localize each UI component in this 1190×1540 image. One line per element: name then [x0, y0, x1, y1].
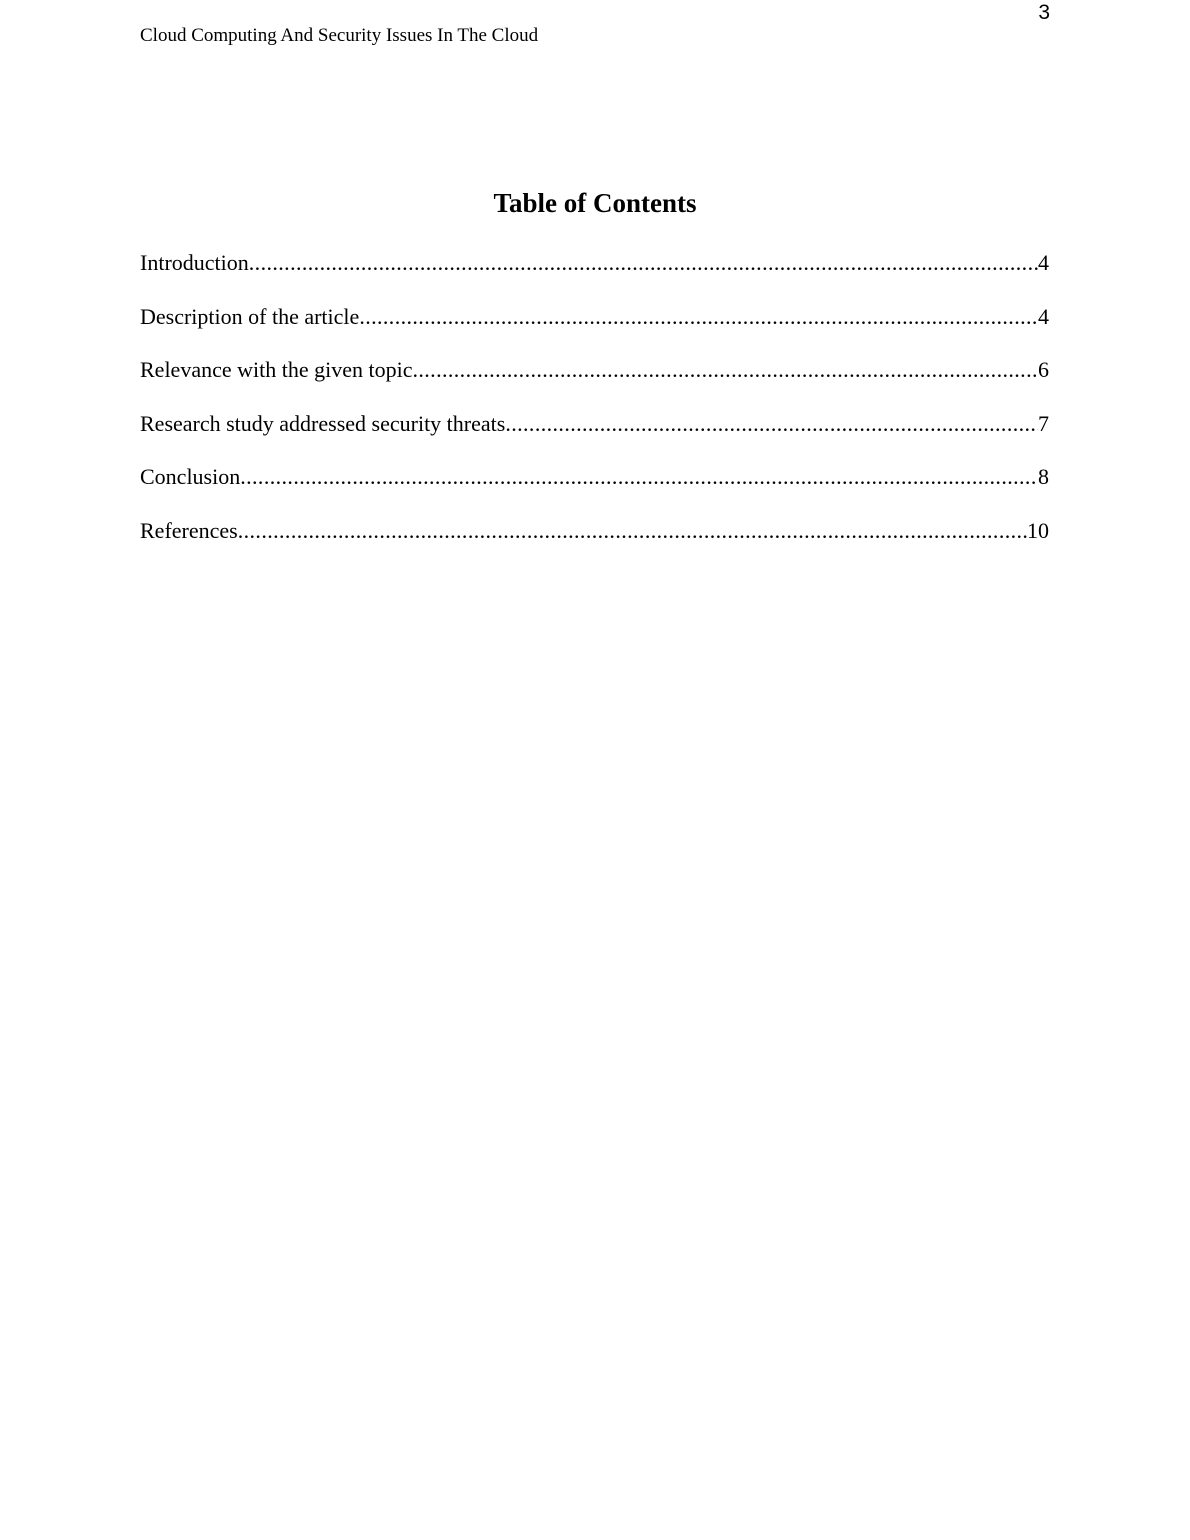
toc-entry-label: Description of the article [140, 303, 360, 329]
toc-entry-relevance[interactable] [140, 356, 1049, 410]
toc-title: Table of Contents [493, 188, 697, 218]
toc-dot-leader [238, 517, 1027, 545]
toc-dot-leader [359, 303, 1038, 331]
toc-dot-leader [412, 356, 1038, 384]
toc-entry-research-study[interactable] [140, 410, 1049, 464]
toc-entry-page: 6 [1038, 357, 1049, 383]
toc-dot-leader [240, 463, 1038, 491]
toc-entry-page: 4 [1038, 303, 1049, 329]
toc-entry-label: Conclusion [140, 464, 241, 490]
toc-entry-references[interactable] [140, 517, 1049, 571]
toc-entry-page: 8 [1038, 464, 1049, 490]
toc-dot-leader [249, 249, 1038, 277]
toc-entry-description[interactable] [140, 303, 1049, 357]
toc-entry-label: References [140, 517, 238, 543]
toc-entry-page: 4 [1038, 250, 1049, 275]
toc-entry-page: 7 [1038, 410, 1049, 436]
toc-entry-label: Relevance with the given topic [140, 357, 413, 383]
toc-entry-conclusion[interactable] [140, 463, 1049, 517]
toc-list [140, 249, 1049, 571]
page-number: 3 [1038, 1, 1050, 24]
toc-entry-label: Introduction [140, 250, 249, 275]
toc-entry-page: 10 [1027, 517, 1049, 543]
toc-entry-label: Research study addressed security threats [140, 410, 506, 436]
toc-entry-introduction[interactable] [140, 249, 1049, 303]
running-head: Cloud Computing And Security Issues In The Cloud [140, 25, 539, 46]
toc-dot-leader [505, 410, 1038, 438]
